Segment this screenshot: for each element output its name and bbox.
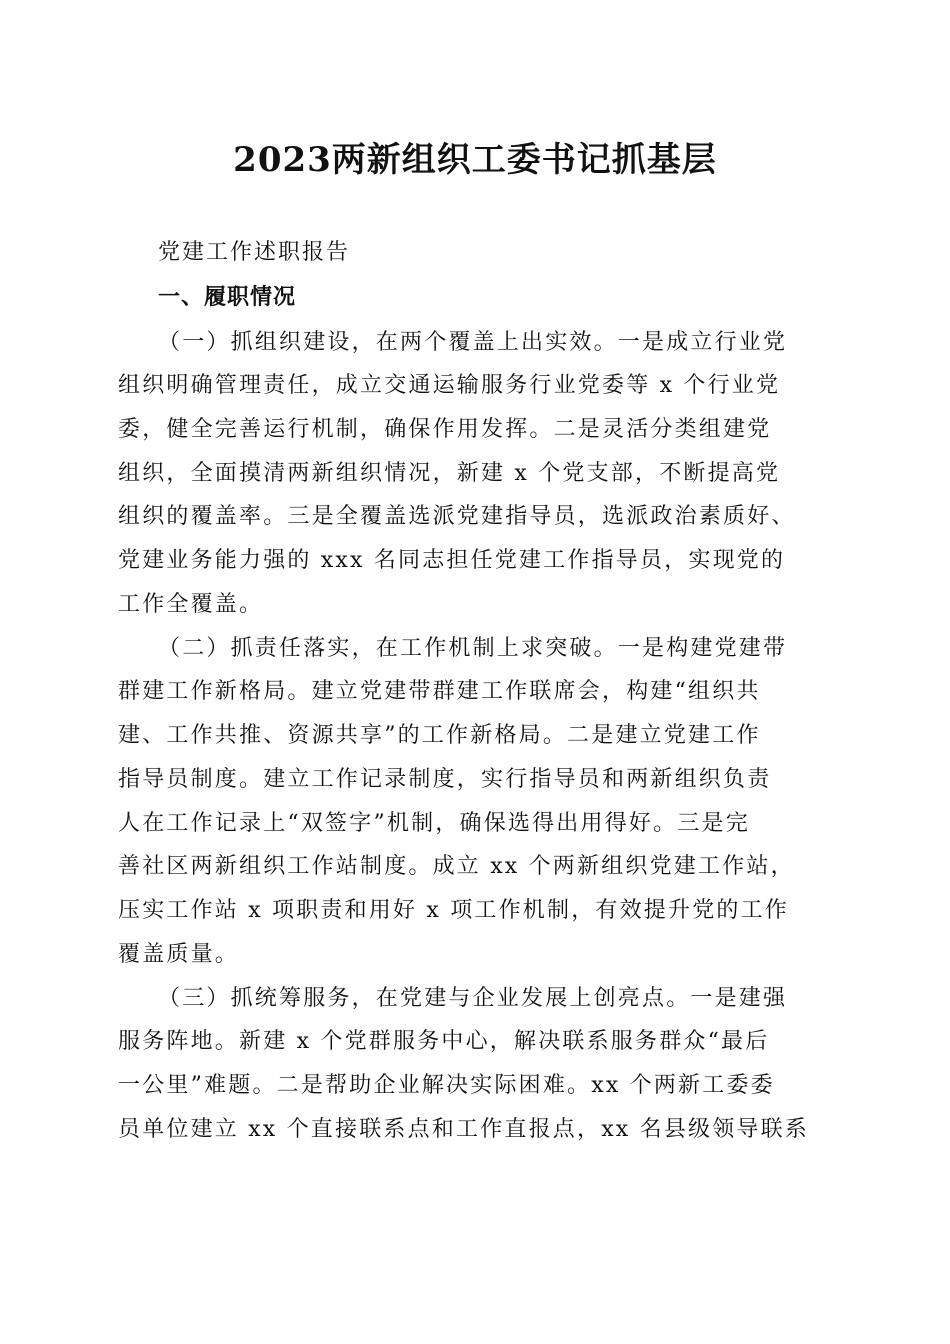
paragraph-line: 覆盖质量。: [118, 942, 240, 967]
paragraph-line: 组织明确管理责任，成立交通运输服务行业党委等 x 个行业党: [118, 373, 781, 398]
section-heading: 一、履职情况: [158, 285, 297, 310]
paragraph-line: 压实工作站 x 项职责和用好 x 项工作机制，有效提升党的工作: [118, 898, 789, 923]
paragraph-line: （三）抓统筹服务，在党建与企业发展上创亮点。一是建强: [158, 986, 788, 1011]
paragraph-line: 委，健全完善运行机制，确保作用发挥。二是灵活分类组建党: [118, 417, 772, 442]
document-title: 2023两新组织工委书记抓基层: [233, 140, 717, 180]
document-subtitle: 党建工作述职报告: [158, 240, 351, 265]
paragraph-line: 人在工作记录上“双签字”机制，确保选得出用得好。三是完: [118, 811, 750, 836]
paragraph-line: （一）抓组织建设，在两个覆盖上出实效。一是成立行业党: [158, 330, 788, 355]
paragraph-line: 组织，全面摸清两新组织情况，新建 x 个党支部，不断提高党: [118, 461, 781, 486]
paragraph-line: 建、工作共推、资源共享”的工作新格局。二是建立党建工作: [118, 723, 761, 748]
paragraph-line: 群建工作新格局。建立党建带群建工作联席会，构建“组织共: [118, 679, 761, 704]
paragraph-line: 党建业务能力强的 xxx 名同志担任党建工作指导员，实现党的: [118, 548, 786, 573]
paragraph-line: 服务阵地。新建 x 个党群服务中心，解决联系服务群众“最后: [118, 1029, 770, 1054]
paragraph-line: 工作全覆盖。: [118, 592, 264, 617]
paragraph-line: 指导员制度。建立工作记录制度，实行指导员和两新组织负责: [118, 767, 772, 792]
paragraph-line: 善社区两新组织工作站制度。成立 xx 个两新组织党建工作站，: [118, 854, 795, 879]
paragraph-line: 员单位建立 xx 个直接联系点和工作直报点，xx 名县级领导联系: [118, 1117, 810, 1142]
paragraph-line: （二）抓责任落实，在工作机制上求突破。一是构建党建带: [158, 636, 788, 661]
paragraph-line: 一公里”难题。二是帮助企业解决实际困难。xx 个两新工委委: [118, 1073, 775, 1098]
paragraph-line: 组织的覆盖率。三是全覆盖选派党建指导员，选派政治素质好、: [118, 504, 796, 529]
